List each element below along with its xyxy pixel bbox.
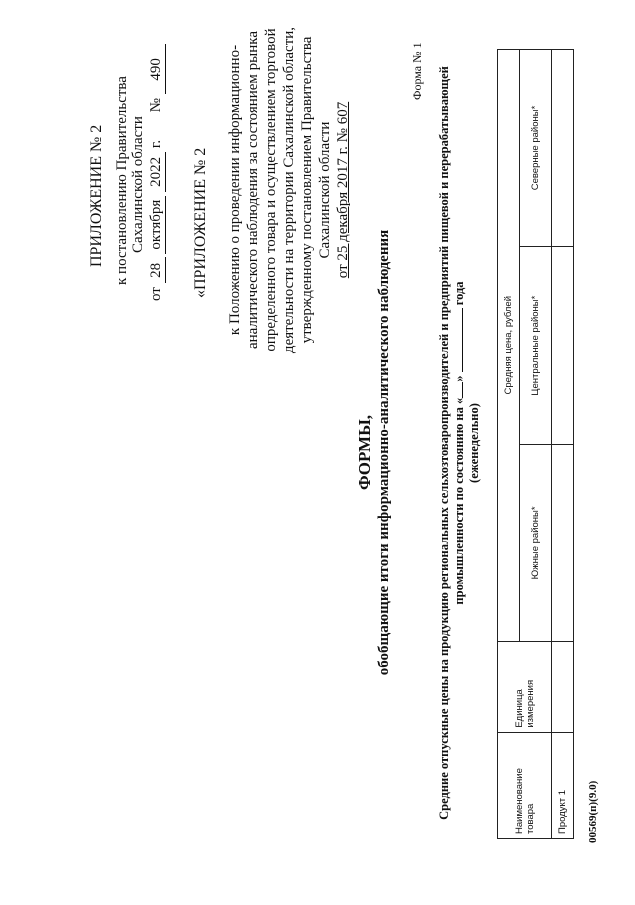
header-central: Центральные районы* [520, 247, 552, 445]
table-caption [437, 43, 482, 843]
decree-number: 490 [147, 44, 166, 94]
caption-line-3: (еженедельно) [467, 403, 481, 483]
regulation-line: Сахалинской области [317, 121, 333, 259]
regulation-line: определенного товара и осуществлением торговой [263, 28, 279, 352]
caption-line-1: Средние отпускные цены на продукцию региональных сельхозтоваропроизводителей и предприятий пищевой и перерабатывающей [437, 66, 451, 820]
table-row [552, 50, 574, 839]
regulation-line: утвержденному постановлением Правительства [299, 36, 315, 344]
cell-north [552, 50, 574, 247]
footer-code: 00569(п)(9.0) [587, 780, 599, 843]
caption-month-blank [462, 308, 463, 372]
decree-day: 28 [147, 257, 166, 283]
form-number-label: Форма № 1 [410, 42, 424, 100]
decree-line: к постановлению Правительства [114, 76, 130, 285]
forms-subtitle: обобщающие итоги информационно-аналитического наблюдения [376, 229, 392, 676]
decree-year: 2022 [147, 152, 166, 192]
decree-month: октября [147, 196, 166, 254]
region-line: Сахалинской области [130, 116, 146, 253]
regulation-date: от 25 декабря 2017 г. № 607 [335, 101, 351, 279]
appendix-title: ПРИЛОЖЕНИЕ № 2 [88, 124, 105, 267]
forms-title: ФОРМЫ, [355, 414, 374, 491]
cell-central [552, 247, 574, 445]
caption-line-2 [452, 43, 467, 843]
header-product-name: Наименование товара [498, 732, 552, 838]
header-unit: Единица измерения [498, 641, 552, 732]
prices-table [497, 49, 574, 839]
cell-south [552, 445, 574, 641]
year-suffix: г. [148, 139, 164, 149]
caption-day-blank [462, 382, 463, 398]
regulation-line: деятельности на территории Сахалинской области, [281, 26, 297, 354]
header-avg-price: Средняя цена, рублей [498, 50, 520, 642]
decree-date-line [147, 44, 166, 301]
header-north: Северные районы* [520, 50, 552, 247]
regulation-line: к Положению о проведении информационно- [227, 44, 243, 336]
regulation-line: аналитического наблюдения за состоянием рынка [245, 31, 261, 349]
regulation-block [226, 7, 352, 373]
cell-product-name: Продукт 1 [552, 732, 574, 838]
caption-date-prefix: промышленности по состоянию на « [452, 397, 466, 605]
caption-year-word: года [452, 281, 466, 306]
number-sign: № [148, 98, 164, 113]
header-south: Южные районы* [520, 445, 552, 641]
date-prefix: от [148, 287, 164, 301]
regulation-title: «ПРИЛОЖЕНИЕ № 2 [192, 147, 209, 298]
cell-unit [552, 641, 574, 732]
caption-quote-close: » [452, 375, 466, 382]
table-header-row [498, 50, 520, 839]
